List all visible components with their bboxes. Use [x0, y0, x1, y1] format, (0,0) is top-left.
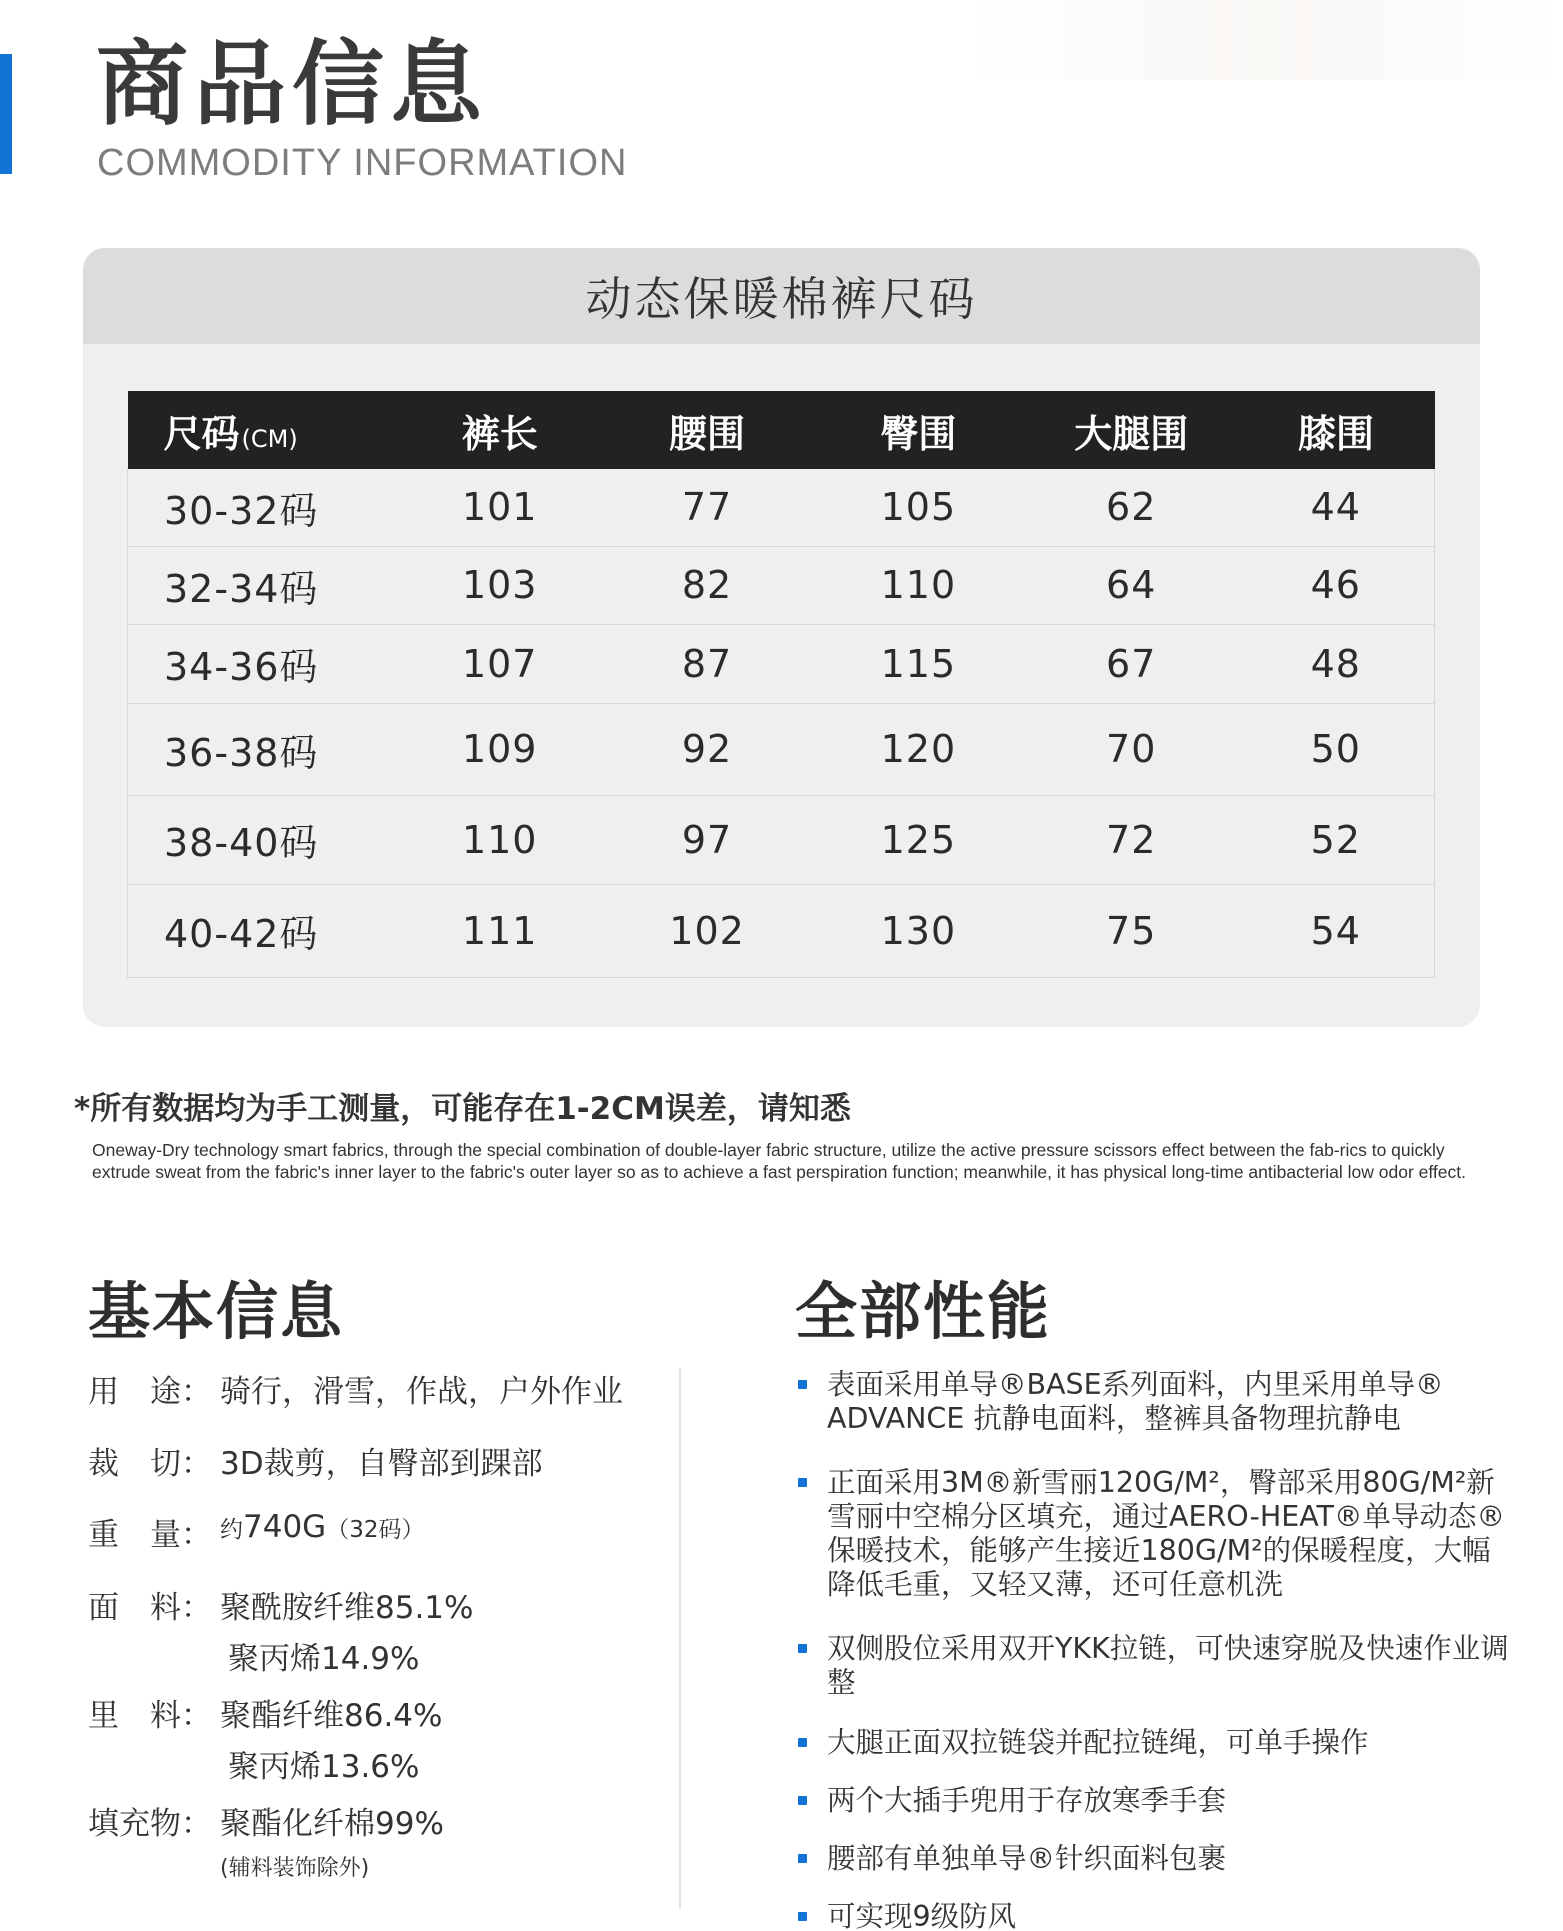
list-item: 腰部有单独单导®针织面料包裹 [795, 1842, 1515, 1876]
hip-cell: 125 [812, 795, 1025, 884]
column-header-knee: 膝围 [1238, 391, 1435, 469]
size-table [127, 391, 1435, 978]
knee-cell: 54 [1238, 884, 1435, 977]
info-label: 填充物： [88, 1806, 212, 1842]
header-glow [963, 0, 1563, 80]
size-chart-title: 动态保暖棉裤尺码 [585, 272, 978, 326]
table-row [128, 703, 1435, 795]
size-cell: 34-36码 [128, 624, 398, 703]
info-label: 面 料： [88, 1590, 212, 1626]
bullet-icon [798, 1478, 807, 1487]
thigh-cell: 72 [1025, 795, 1238, 884]
bullet-icon [798, 1644, 807, 1653]
info-label: 里 料： [88, 1698, 212, 1734]
length-cell: 111 [397, 884, 602, 977]
info-value: 3D裁剪，自臀部到踝部 [220, 1446, 543, 1482]
info-label: 用 途： [88, 1374, 212, 1410]
table-row [128, 469, 1435, 546]
info-value: 约740G（32码） [220, 1509, 425, 1545]
size-chart-header [83, 248, 1480, 344]
knee-cell: 46 [1238, 546, 1435, 624]
column-divider [679, 1368, 681, 1908]
knee-cell: 44 [1238, 469, 1435, 546]
size-cell: 40-42码 [128, 884, 398, 977]
info-value: 聚酰胺纤维85.1% 聚丙烯14.9% [220, 1590, 474, 1677]
bullet-icon [798, 1738, 807, 1747]
size-cell: 38-40码 [128, 795, 398, 884]
column-header-hip: 臀围 [812, 391, 1025, 469]
thigh-cell: 75 [1025, 884, 1238, 977]
list-item: 可实现9级防风 [795, 1900, 1515, 1931]
measurement-note: *所有数据均为手工测量，可能存在1-2CM误差，请知悉 [74, 1091, 851, 1127]
basic-info-title: 基本信息 [88, 1275, 345, 1348]
bullet-icon [798, 1912, 807, 1921]
hip-cell: 115 [812, 624, 1025, 703]
table-row [128, 884, 1435, 977]
size-cell: 30-32码 [128, 469, 398, 546]
size-table-header-row [128, 391, 1435, 469]
knee-cell: 50 [1238, 703, 1435, 795]
size-chart-card [83, 248, 1480, 1027]
info-row-cut [88, 1438, 688, 1509]
waist-cell: 87 [602, 624, 812, 703]
technology-description: Oneway-Dry technology smart fabrics, through the special combination of double-layer fabric structure, utilize the active pressure scissors effect between the fab-rics to quickly extrude sweat from the fabric's inner layer to the fabric's outer layer so as to achieve a fast perspiration function; meanwhile, it has physical long-time antibacterial low odor effect. [92, 1140, 1466, 1182]
length-cell: 109 [397, 703, 602, 795]
list-item: 正面采用3M®新雪丽120G/M²，臀部采用80G/M²新雪丽中空棉分区填充，通过AERO-HEAT®单导动态®保暖技术，能够产生接近180G/M²的保暖程度，大幅降低毛重，又轻又薄，还可任意机洗 [795, 1466, 1515, 1602]
column-header-waist: 腰围 [602, 391, 812, 469]
list-item: 大腿正面双拉链袋并配拉链绳，可单手操作 [795, 1726, 1515, 1760]
length-cell: 101 [397, 469, 602, 546]
thigh-cell: 67 [1025, 624, 1238, 703]
info-row-usage [88, 1366, 688, 1438]
list-item: 两个大插手兜用于存放寒季手套 [795, 1784, 1515, 1818]
waist-cell: 92 [602, 703, 812, 795]
info-label: 裁 切： [88, 1446, 212, 1482]
basic-info-list [88, 1366, 688, 1888]
thigh-cell: 70 [1025, 703, 1238, 795]
info-value: 聚酯化纤棉99% (辅料装饰除外) [220, 1806, 444, 1881]
size-cell: 32-34码 [128, 546, 398, 624]
length-cell: 110 [397, 795, 602, 884]
hip-cell: 120 [812, 703, 1025, 795]
accent-bar [0, 54, 12, 174]
table-row [128, 624, 1435, 703]
list-item: 表面采用单导®BASE系列面料，内里采用单导® ADVANCE 抗静电面料，整裤具备物理抗静电 [795, 1368, 1515, 1436]
hip-cell: 130 [812, 884, 1025, 977]
column-header-length: 裤长 [397, 391, 602, 469]
info-label: 重 量： [88, 1517, 212, 1553]
size-cell: 36-38码 [128, 703, 398, 795]
waist-cell: 97 [602, 795, 812, 884]
bullet-icon [798, 1854, 807, 1863]
hip-cell: 110 [812, 546, 1025, 624]
performance-list [795, 1368, 1515, 1931]
thigh-cell: 62 [1025, 469, 1238, 546]
waist-cell: 102 [602, 884, 812, 977]
waist-cell: 82 [602, 546, 812, 624]
performance-title: 全部性能 [795, 1275, 1052, 1348]
thigh-cell: 64 [1025, 546, 1238, 624]
table-row [128, 546, 1435, 624]
knee-cell: 48 [1238, 624, 1435, 703]
bullet-icon [798, 1796, 807, 1805]
info-row-fabric [88, 1582, 688, 1690]
hip-cell: 105 [812, 469, 1025, 546]
info-row-weight [88, 1509, 688, 1582]
page-title: 商品信息 [96, 31, 489, 138]
waist-cell: 77 [602, 469, 812, 546]
knee-cell: 52 [1238, 795, 1435, 884]
bullet-icon [798, 1380, 807, 1389]
length-cell: 103 [397, 546, 602, 624]
length-cell: 107 [397, 624, 602, 703]
info-value: 聚酯纤维86.4% 聚丙烯13.6% [220, 1698, 443, 1785]
table-row [128, 795, 1435, 884]
info-row-lining [88, 1690, 688, 1798]
column-header-thigh: 大腿围 [1025, 391, 1238, 469]
list-item: 双侧股位采用双开YKK拉链，可快速穿脱及快速作业调整 [795, 1632, 1515, 1700]
page-subtitle: COMMODITY INFORMATION [97, 142, 628, 184]
column-header-size: 尺码(CM) [128, 391, 398, 469]
info-row-filling [88, 1798, 688, 1888]
info-value: 骑行，滑雪，作战，户外作业 [220, 1374, 623, 1410]
